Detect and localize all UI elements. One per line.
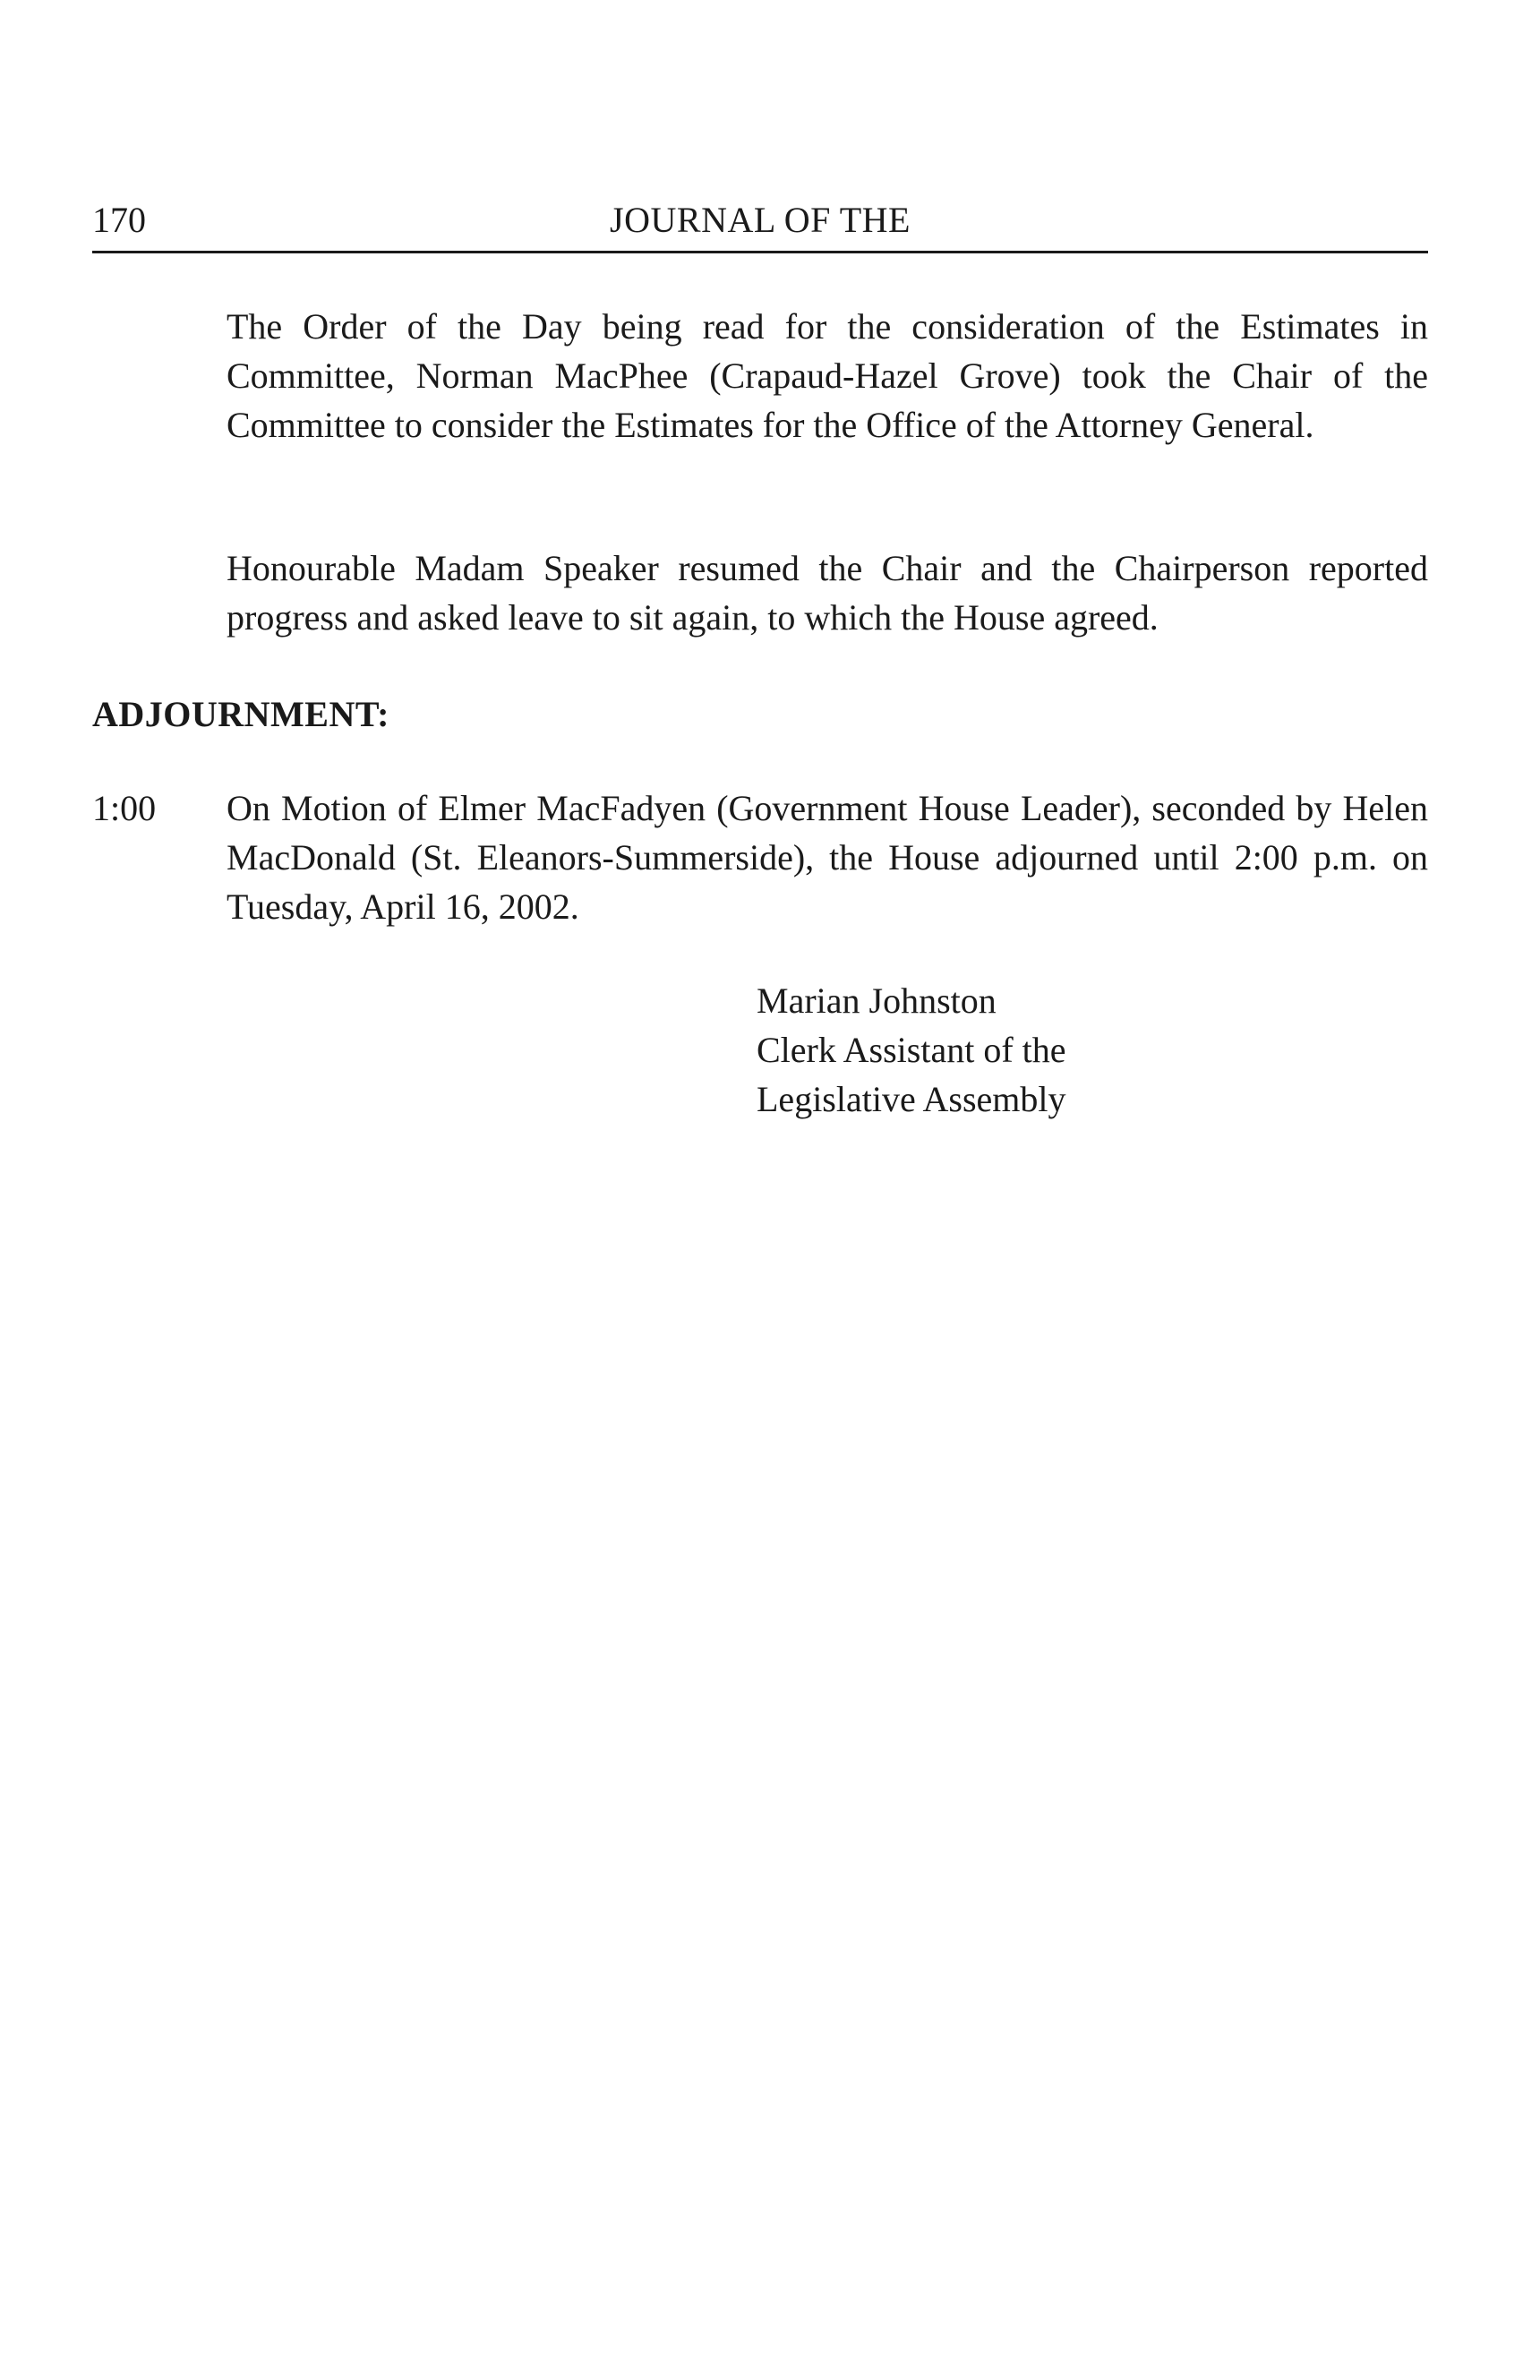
signature-title-line-2: Legislative Assembly	[757, 1079, 1066, 1119]
adjournment-heading: ADJOURNMENT:	[92, 694, 389, 734]
adjournment-time: 1:00	[92, 788, 157, 828]
page-header	[92, 199, 1428, 253]
page-number: 170	[92, 200, 146, 240]
adjournment-paragraph: On Motion of Elmer MacFadyen (Government House Leader), seconded by Helen MacDonald (St. Eleanors-Summerside), the House adjourned until 2:00 p.m. on Tuesday, April 16, 2002.	[227, 788, 1428, 927]
running-title: JOURNAL OF THE	[610, 200, 911, 240]
committee-paragraph: The Order of the Day being read for the consideration of the Estimates in Committee, Norman MacPhee (Crapaud-Hazel Grove) took the Chair of the Committee to consider the Estimates for the Office of the Attorney General.	[227, 306, 1428, 445]
speaker-paragraph: Honourable Madam Speaker resumed the Chair and the Chairperson reported progress and asked leave to sit again, to which the House agreed.	[227, 548, 1428, 638]
signature-title-line-1: Clerk Assistant of the	[757, 1030, 1066, 1070]
signature-name: Marian Johnston	[757, 980, 997, 1021]
signature-block	[757, 976, 1066, 1124]
